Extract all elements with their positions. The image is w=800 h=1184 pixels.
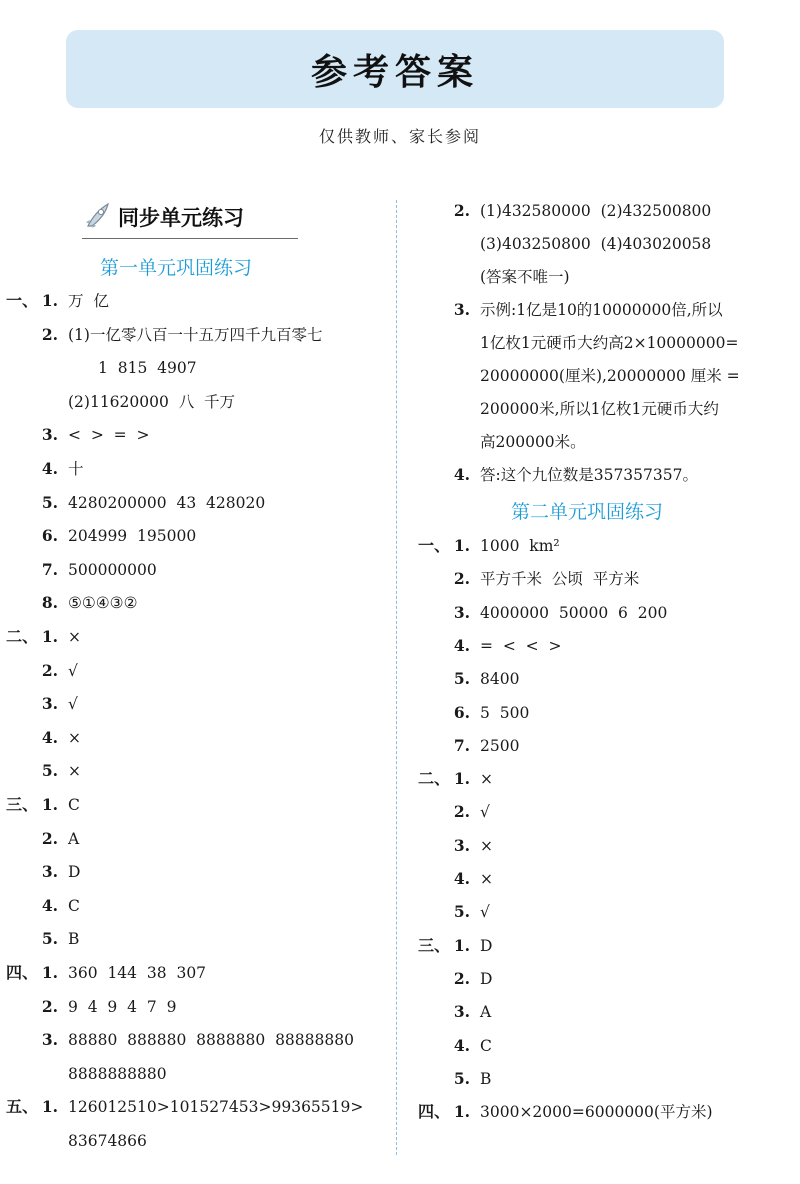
question-number: 1. (41, 1097, 58, 1117)
answer-text: ⑤①④③② (68, 594, 138, 613)
answer-text: (1)一亿零八百一十五万四千九百零七 (68, 325, 323, 344)
part-label: 五、 (6, 1097, 39, 1117)
section-title: 同步单元练习 (118, 206, 244, 230)
answer-line (0, 933, 800, 959)
answer-text: 高200000米。 (480, 433, 586, 451)
part-label: 二、 (6, 627, 39, 646)
answer-text: 万 亿 (68, 292, 109, 310)
answer-text: × (68, 628, 81, 646)
answer-line (0, 566, 800, 592)
answer-text: C (68, 896, 80, 915)
answer-line (0, 866, 800, 892)
answer-text: × (480, 870, 493, 888)
answer-text: 360 144 38 307 (68, 964, 207, 982)
page-title: 参考答案 (310, 51, 479, 93)
answer-line (0, 899, 800, 925)
answer-text: C (68, 796, 80, 814)
answer-line (0, 462, 800, 488)
answer-text: 平方千米 公顷 平方米 (480, 570, 640, 589)
answer-line (0, 1099, 800, 1125)
answer-text: 3000×2000=6000000(平方米) (480, 1103, 713, 1122)
answer-line (0, 1128, 800, 1154)
answer-text: B (480, 1069, 492, 1088)
part-label: 四、 (418, 1102, 451, 1122)
answer-text: 2500 (480, 736, 520, 755)
answer-text: 9 4 9 4 7 9 (68, 997, 177, 1016)
question-number: 2. (41, 996, 58, 1016)
question-number: 4. (41, 459, 58, 478)
answer-text: 1亿枚1元硬币大约高2×10000000= (480, 334, 739, 352)
question-number: 2. (41, 660, 58, 680)
answer-text: (1)432580000 (2)432500800 (480, 202, 712, 220)
answer-text: 200000米,所以1亿枚1元硬币大约 (480, 400, 719, 418)
answer-line (0, 396, 800, 422)
question-number: 6. (453, 702, 470, 722)
question-number: 4. (453, 635, 470, 655)
answer-text: = < < > (480, 636, 562, 655)
answer-text: 20000000(厘米),20000000 厘米 = (480, 367, 740, 385)
answer-text: 8888888880 (68, 1064, 167, 1083)
answer-text: × (480, 770, 493, 789)
question-number: 1. (41, 291, 58, 310)
answer-text: 204999 195000 (68, 527, 197, 546)
question-number: 2. (453, 968, 470, 988)
answer-line (0, 1033, 800, 1059)
answer-line (0, 733, 800, 759)
answer-line (0, 330, 800, 356)
answer-line (0, 1066, 800, 1092)
answer-text: 5 500 (480, 703, 530, 722)
answer-text: D (68, 863, 81, 882)
question-number: 7. (41, 559, 58, 579)
question-number: 1. (453, 935, 470, 955)
answer-text: × (68, 762, 81, 781)
question-number: 5. (41, 929, 58, 949)
question-number: 4. (453, 1035, 470, 1055)
answer-text: 答:这个九位数是357357357。 (480, 466, 698, 484)
question-number: 1. (453, 1102, 470, 1122)
answer-text: × (68, 728, 81, 747)
question-number: 3. (41, 862, 58, 882)
answer-text: 1 815 4907 (98, 359, 197, 378)
answer-line (0, 833, 800, 859)
part-label: 一、 (418, 536, 451, 555)
answer-line (0, 633, 800, 659)
question-number: 5. (453, 669, 470, 689)
answer-line (0, 533, 800, 559)
question-number: 3. (41, 694, 58, 714)
part-label: 一、 (6, 291, 39, 310)
answer-text: < > = > (68, 426, 150, 445)
answer-text: (答案不唯一) (480, 268, 570, 286)
part-label: 二、 (418, 769, 451, 789)
question-number: 3. (453, 1002, 470, 1022)
question-number: 1. (453, 536, 470, 555)
answer-line (0, 429, 800, 455)
unit1-title: 第一单元巩固练习 (100, 257, 253, 279)
answer-line (0, 297, 800, 323)
answer-text: 88880 888880 8888880 88888880 (68, 1031, 354, 1050)
question-number: 1. (41, 963, 58, 982)
question-number: 4. (453, 465, 470, 484)
answer-text: D (480, 969, 493, 988)
part-label: 三、 (418, 935, 451, 955)
answer-line (0, 231, 800, 257)
answer-text: A (480, 1003, 492, 1022)
answer-line (0, 363, 800, 389)
answer-text: √ (68, 695, 78, 714)
answer-text: × (480, 836, 493, 855)
answer-text: √ (68, 661, 78, 680)
question-number: 7. (453, 735, 470, 755)
question-number: 3. (41, 425, 58, 445)
question-number: 2. (453, 569, 470, 589)
answer-text: 4280200000 43 428020 (68, 493, 266, 512)
question-number: 5. (453, 1068, 470, 1088)
question-number: 2. (41, 828, 58, 848)
answer-text: 126012510>101527453>99365519> (68, 1098, 364, 1117)
answer-text: B (68, 930, 80, 949)
answer-text: 4000000 50000 6 200 (480, 603, 668, 622)
question-number: 2. (453, 802, 470, 822)
question-number: 4. (41, 727, 58, 747)
unit2-title: 第二单元巩固练习 (511, 501, 664, 523)
question-number: 5. (453, 902, 470, 922)
question-number: 3. (453, 300, 470, 319)
answer-line (0, 799, 800, 825)
question-number: 1. (453, 769, 470, 789)
answer-line (0, 766, 800, 792)
answer-line (0, 999, 800, 1025)
title-banner (66, 30, 724, 108)
answer-line (0, 600, 800, 626)
question-number: 4. (453, 869, 470, 888)
answer-line (0, 666, 800, 692)
answer-text: C (480, 1036, 492, 1055)
question-number: 3. (41, 1030, 58, 1050)
part-label: 四、 (6, 963, 39, 982)
answer-line (0, 198, 800, 224)
question-number: 8. (41, 593, 58, 613)
question-number: 6. (41, 526, 58, 546)
answer-text: √ (480, 803, 490, 822)
answer-text: A (68, 829, 80, 848)
answer-line (0, 966, 800, 992)
answer-text: 十 (68, 460, 84, 478)
answer-line (0, 700, 800, 726)
question-number: 5. (41, 761, 58, 781)
answer-text: (2)11620000 八 千万 (68, 392, 236, 411)
question-number: 3. (453, 602, 470, 622)
question-number: 4. (41, 895, 58, 915)
answer-text: 1000 km² (480, 537, 560, 555)
question-number: 5. (41, 492, 58, 512)
question-number: 3. (453, 835, 470, 855)
answer-text: 500000000 (68, 560, 157, 579)
answer-text: 83674866 (68, 1132, 147, 1150)
answer-text: √ (480, 903, 490, 922)
answer-text: 示例:1亿是10的10000000倍,所以 (480, 301, 723, 319)
answer-text: (3)403250800 (4)403020058 (480, 235, 712, 253)
page-subtitle: 仅供教师、家长参阅 (318, 127, 481, 146)
question-number: 2. (41, 324, 58, 344)
question-number: 2. (453, 201, 470, 220)
part-label: 三、 (6, 795, 39, 814)
answer-line (0, 490, 800, 516)
question-number: 1. (41, 795, 58, 814)
answer-text: 8400 (480, 670, 520, 689)
answer-line (0, 264, 800, 290)
question-number: 1. (41, 627, 58, 646)
answer-text: D (480, 936, 493, 955)
